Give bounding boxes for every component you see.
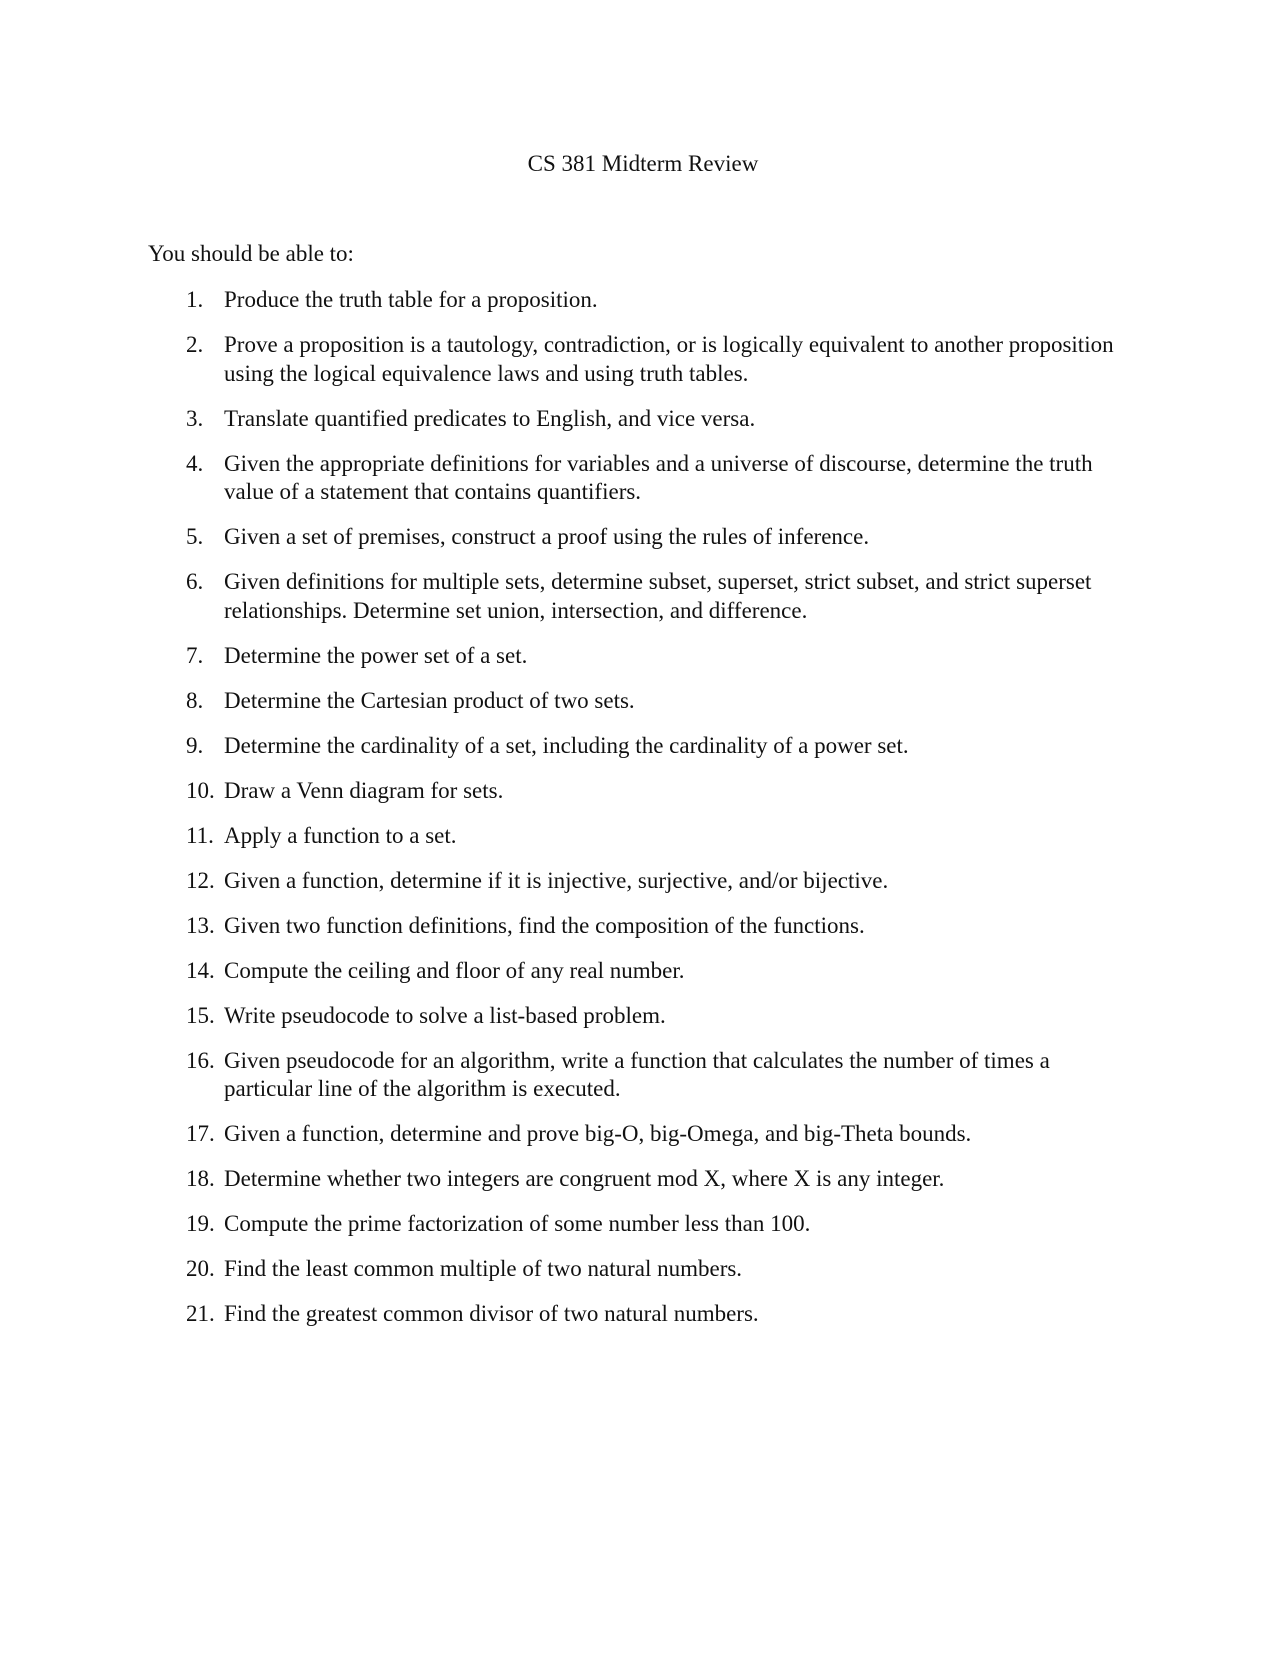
list-item-number: 6. (186, 569, 204, 594)
list-item (186, 957, 1126, 986)
list-item (186, 822, 1126, 851)
list-item (186, 568, 1126, 625)
list-item-text: Write pseudocode to solve a list-based problem. (224, 1002, 666, 1028)
list-item-number: 9. (186, 732, 204, 758)
list-item-text: Given a set of premises, construct a proof using the rules of inference. (224, 524, 870, 549)
list-item-number: 11. (186, 822, 214, 848)
list-item-number: 5. (186, 524, 204, 549)
list-item (186, 450, 1126, 507)
list-item-number: 18. (186, 1166, 215, 1191)
list-item-text: Determine whether two integers are congruent mod X, where X is any integer. (224, 1166, 945, 1191)
list-item-text: Compute the prime factorization of some number less than 100. (224, 1211, 811, 1236)
intro-text: You should be able to: (148, 241, 354, 266)
list-item-text: Compute the ceiling and floor of any real number. (224, 957, 685, 983)
list-item (186, 523, 1126, 552)
list-item-text: Apply a function to a set. (224, 822, 457, 848)
list-item-number: 1. (186, 287, 204, 312)
list-item (186, 777, 1126, 806)
list-item (186, 1002, 1126, 1031)
list-item (186, 912, 1126, 941)
list-item (186, 286, 1126, 315)
list-item-number: 20. (186, 1256, 215, 1281)
list-item (186, 1047, 1126, 1104)
list-item-number: 3. (186, 405, 204, 431)
list-item (186, 331, 1126, 388)
list-item-text: Given a function, determine if it is injective, surjective, and/or bijective. (224, 867, 889, 893)
list-item-text: Find the greatest common divisor of two natural numbers. (224, 1301, 759, 1326)
document-title: CS 381 Midterm Review (527, 151, 759, 176)
list-item-text: Given two function definitions, find the composition of the functions. (224, 912, 865, 938)
list-item-text: Given the appropriate definitions for variables and a universe of discourse, determine the truth value of a statement that contains quantifiers. (224, 450, 1093, 504)
list-item-text: Determine the power set of a set. (224, 642, 528, 668)
list-item (186, 1255, 1126, 1284)
list-item-number: 16. (186, 1047, 215, 1073)
list-item-number: 14. (186, 957, 215, 983)
list-item-text: Determine the Cartesian product of two sets. (224, 687, 635, 713)
list-item (186, 867, 1126, 896)
list-item-text: Prove a proposition is a tautology, contradiction, or is logically equivalent to another proposition using the logical equivalence laws and using truth tables. (224, 332, 1114, 386)
list-item (186, 732, 1126, 761)
list-item-number: 19. (186, 1211, 215, 1236)
list-item (186, 687, 1126, 716)
list-item-text: Draw a Venn diagram for sets. (224, 777, 504, 803)
list-item-text: Translate quantified predicates to English, and vice versa. (224, 405, 756, 431)
list-item-text: Given a function, determine and prove big-O, big-Omega, and big-Theta bounds. (224, 1121, 972, 1146)
list-item (186, 642, 1126, 671)
list-item (186, 1210, 1126, 1239)
list-item (186, 1120, 1126, 1149)
list-item-number: 7. (186, 642, 204, 668)
list-item (186, 1165, 1126, 1194)
list-item-text: Given pseudocode for an algorithm, write a function that calculates the number of times a particular line of the algorithm is executed. (224, 1047, 1050, 1101)
list-item-text: Produce the truth table for a proposition. (224, 287, 598, 312)
list-item (186, 1300, 1126, 1329)
list-item-number: 8. (186, 687, 204, 713)
list-item-number: 10. (186, 777, 215, 803)
list-item-number: 2. (186, 332, 204, 357)
list-item-number: 12. (186, 867, 215, 893)
list-item-number: 17. (186, 1121, 215, 1146)
list-item-number: 4. (186, 450, 204, 476)
list-item-text: Determine the cardinality of a set, including the cardinality of a power set. (224, 732, 909, 758)
list-item-text: Given definitions for multiple sets, determine subset, superset, strict subset, and strict superset relationships. Determine set union, intersection, and difference. (224, 569, 1092, 623)
list-item-number: 15. (186, 1002, 215, 1028)
list-item-number: 13. (186, 912, 215, 938)
list-item-number: 21. (186, 1301, 215, 1326)
objectives-list (186, 286, 1126, 1345)
list-item (186, 405, 1126, 434)
list-item-text: Find the least common multiple of two natural numbers. (224, 1256, 743, 1281)
